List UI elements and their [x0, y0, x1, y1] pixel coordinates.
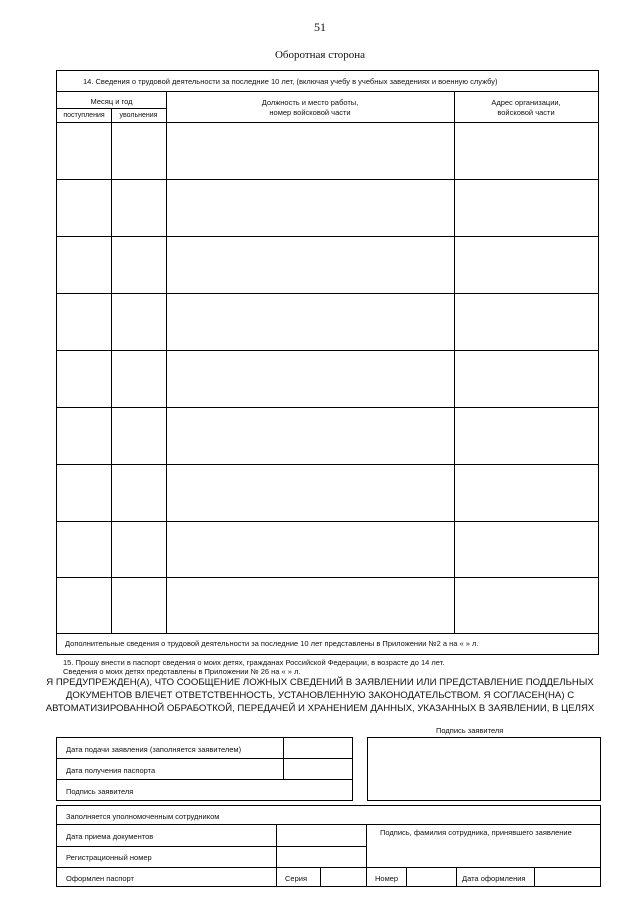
- applicant-signature-field-label: Подпись заявителя: [66, 787, 134, 796]
- official-header: Заполняется уполномоченным сотрудником: [66, 812, 220, 821]
- employment-history-table: [56, 70, 599, 655]
- staff-signature-label: Подпись, фамилия сотрудника, принявшего заявление: [380, 828, 572, 837]
- section14-title: 14. Сведения о трудовой деятельности за последние 10 лет, (включая учебу в учебных заведениях и военную службу): [83, 77, 498, 86]
- series-label: Серия: [285, 874, 308, 883]
- warning-line3: АВТОМАТИЗИРОВАННОЙ ОБРАБОТКОЙ, ПЕРЕДАЧЕЙ И ХРАНЕНИЕМ ДАННЫХ, УКАЗАННЫХ В ЗАЯВЛЕНИИ, В ЦЕЛЯХ: [45, 703, 595, 714]
- side-title: Оборотная сторона: [274, 49, 366, 61]
- issue-date-label: Дата оформления: [462, 874, 526, 883]
- registration-number-label: Регистрационный номер: [66, 853, 152, 862]
- warning-line1: Я ПРЕДУПРЕЖДЕН(А), ЧТО СООБЩЕНИЕ ЛОЖНЫХ СВЕДЕНИЙ В ЗАЯВЛЕНИИ ИЛИ ПРЕДСТАВЛЕНИЕ ПОДДЕЛЬНЫХ: [46, 677, 594, 688]
- col-admission: поступления: [63, 112, 105, 119]
- submission-date-label: Дата подачи заявления (заполняется заявителем): [66, 745, 242, 754]
- receipt-date-label: Дата получения паспорта: [66, 766, 156, 775]
- warning-line2: ДОКУМЕНТОВ ВЛЕЧЕТ ОТВЕТСТВЕННОСТЬ, УСТАНОВЛЕННУЮ ЗАКОНОДАТЕЛЬСТВОМ. Я СОГЛАСЕН(НА) С: [65, 690, 575, 701]
- section14-footer-note: Дополнительные сведения о трудовой деятельности за последние 10 лет представлены в Приложении №2 а на « » л.: [65, 639, 479, 648]
- acceptance-date-label: Дата приема документов: [66, 832, 154, 841]
- col-position-line2: номер войсковой части: [269, 108, 351, 117]
- col-address-line1: Адрес организации,: [491, 98, 561, 107]
- section15-line2: Сведения о моих детях представлены в Приложении № 26 на « » л.: [63, 667, 301, 676]
- col-address-line2: войсковой части: [497, 108, 555, 117]
- applicant-signature-box[interactable]: [367, 737, 601, 801]
- applicant-signature-label: Подпись заявителя: [436, 726, 504, 735]
- col-position-line1: Должность и место работы,: [261, 98, 359, 107]
- number-label: Номер: [375, 874, 399, 883]
- passport-issued-label: Оформлен паспорт: [66, 874, 134, 883]
- col-dismissal: увольнения: [119, 112, 158, 119]
- applicant-block: [56, 737, 353, 801]
- page-number: 51: [314, 20, 326, 34]
- section15-line1: 15. Прошу внести в паспорт сведения о моих детях, гражданах Российской Федерации, в возрасте до 14 лет.: [63, 658, 445, 667]
- col-month-year: Месяц и год: [90, 97, 133, 106]
- official-block: [56, 805, 601, 887]
